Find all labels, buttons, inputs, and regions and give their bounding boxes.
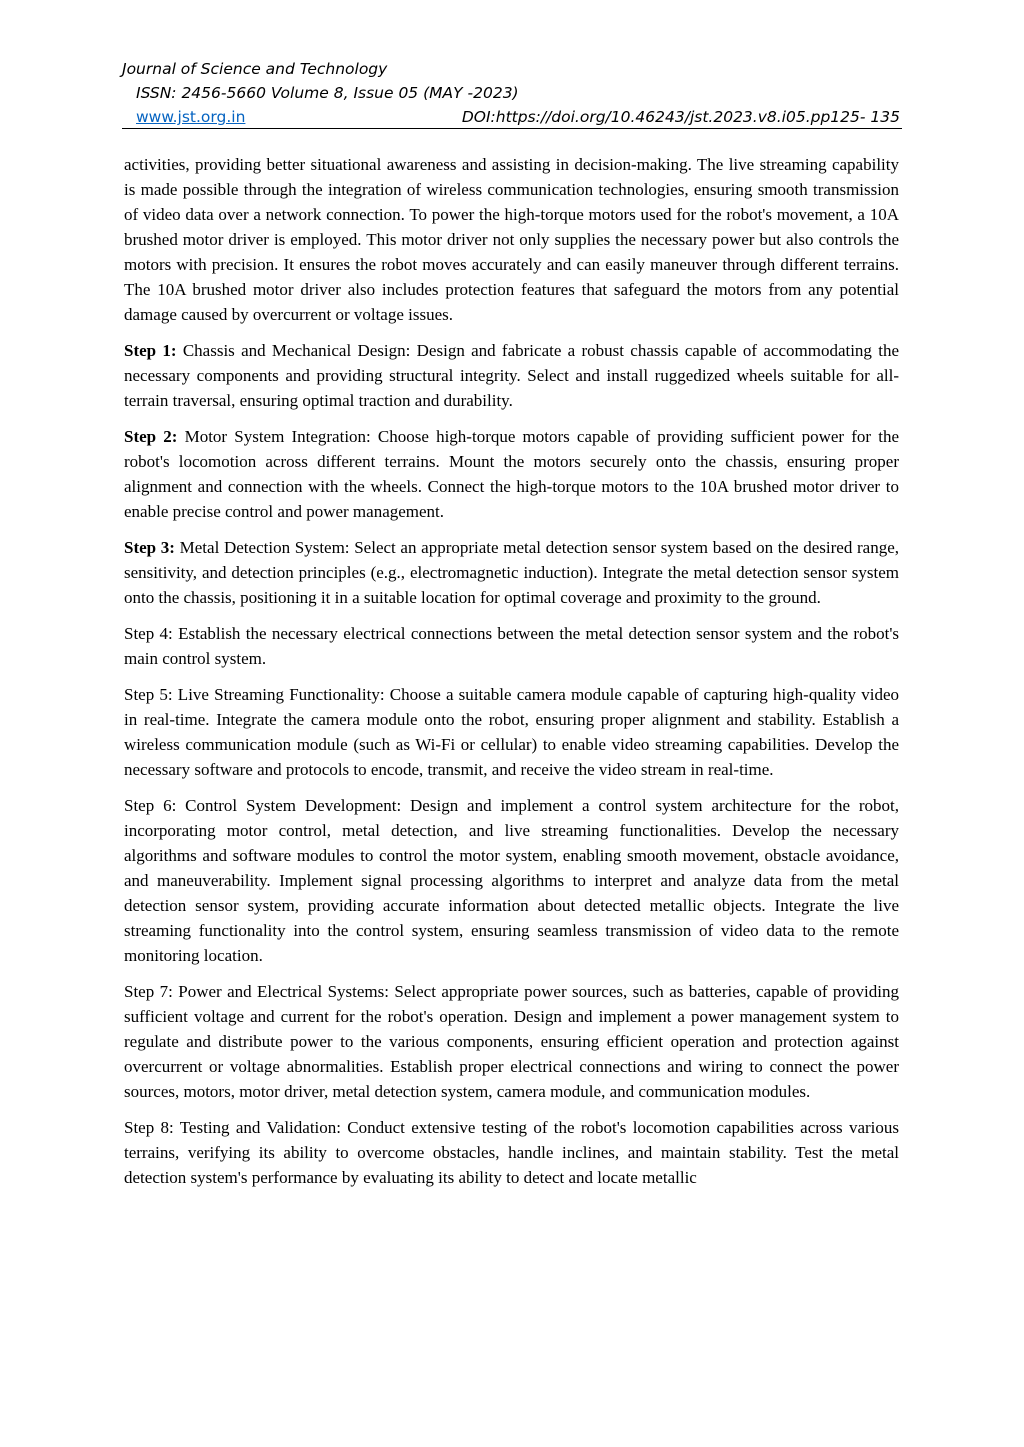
step-6-text: Step 6: Control System Development: Design and implement a control system architecture for the robot, incorporating motor control, metal detection, and live streaming functionalities. Develop the necessary algorithms and software modules to control the motor system, enabling smooth movement, obstacle avoidance, and maneuverability. Implement signal processing algorithms to interpret and analyze data from the metal detection sensor system, providing accurate information about detected metallic objects. Integrate the live streaming functionality into the control system, ensuring seamless transmission of video data to the remote monitoring location. (124, 796, 899, 965)
paragraph-text: activities, providing better situational awareness and assisting in decision-making. The live streaming capability is made possible through the integration of wireless communication technologies, ensuring smooth transmission of video data over a network connection. To power the high-torque motors used for the robot's movement, a 10A brushed motor driver is employed. This motor driver not only supplies the necessary power but also controls the motors with precision. It ensures the robot moves accurately and can easily maneuver through different terrains. The 10A brushed motor driver also includes protection features that safeguard the motors from any potential damage caused by overcurrent or voltage issues. (124, 155, 899, 324)
step-4-text: Step 4: Establish the necessary electrical connections between the metal detection sensor system and the robot's main control system. (124, 624, 899, 668)
step-6-paragraph (124, 793, 899, 968)
step-2-label: Step 2: (124, 427, 178, 446)
step-1-text: Chassis and Mechanical Design: Design and fabricate a robust chassis capable of accommodating the necessary components and providing structural integrity. Select and install ruggedized wheels suitable for all-terrain traversal, ensuring optimal traction and durability. (124, 341, 899, 410)
step-3-paragraph (124, 535, 899, 610)
paragraph-1 (124, 152, 899, 327)
step-5-text: Step 5: Live Streaming Functionality: Choose a suitable camera module capable of capturing high-quality video in real-time. Integrate the camera module onto the robot, ensuring proper alignment and stability. Establish a wireless communication module (such as Wi-Fi or cellular) to enable video streaming capabilities. Develop the necessary software and protocols to encode, transmit, and receive the video stream in real-time. (124, 685, 899, 779)
issn-line: ISSN: 2456-5660 Volume 8, Issue 05 (MAY -2023) (136, 84, 519, 102)
step-3-label: Step 3: (124, 538, 175, 557)
step-2-text: Motor System Integration: Choose high-torque motors capable of providing sufficient power for the robot's locomotion across different terrains. Mount the motors securely onto the chassis, ensuring proper alignment and connection with the wheels. Connect the high-torque motors to the 10A brushed motor driver to enable precise control and power management. (124, 427, 899, 521)
doi-line: DOI:https://doi.org/10.46243/jst.2023.v8.i05.pp125- 135 (461, 108, 900, 126)
journal-website-link[interactable]: www.jst.org.in (136, 108, 246, 126)
step-5-paragraph (124, 682, 899, 782)
step-4-paragraph (124, 621, 899, 671)
step-1-paragraph (124, 338, 899, 413)
step-8-text: Step 8: Testing and Validation: Conduct extensive testing of the robot's locomotion capabilities across various terrains, verifying its ability to overcome obstacles, handle inclines, and maintain stability. Test the metal detection system's performance by evaluating its ability to detect and locate metallic (124, 1118, 899, 1187)
step-8-paragraph (124, 1115, 899, 1190)
journal-title: Journal of Science and Technology (122, 60, 388, 78)
body-text (124, 152, 899, 1201)
step-1-label: Step 1: (124, 341, 177, 360)
step-3-text: Metal Detection System: Select an appropriate metal detection sensor system based on the desired range, sensitivity, and detection principles (e.g., electromagnetic induction). Integrate the metal detection sensor system onto the chassis, positioning it in a suitable location for optimal coverage and proximity to the ground. (124, 538, 899, 607)
header-divider (122, 128, 902, 129)
step-7-text: Step 7: Power and Electrical Systems: Select appropriate power sources, such as batteries, capable of providing sufficient voltage and current for the robot's operation. Design and implement a power management system to regulate and distribute power to the various components, ensuring efficient operation and protection against overcurrent or voltage abnormalities. Establish proper electrical connections and wiring to connect the power sources, motors, motor driver, metal detection system, camera module, and communication modules. (124, 982, 899, 1101)
step-2-paragraph (124, 424, 899, 524)
step-7-paragraph (124, 979, 899, 1104)
